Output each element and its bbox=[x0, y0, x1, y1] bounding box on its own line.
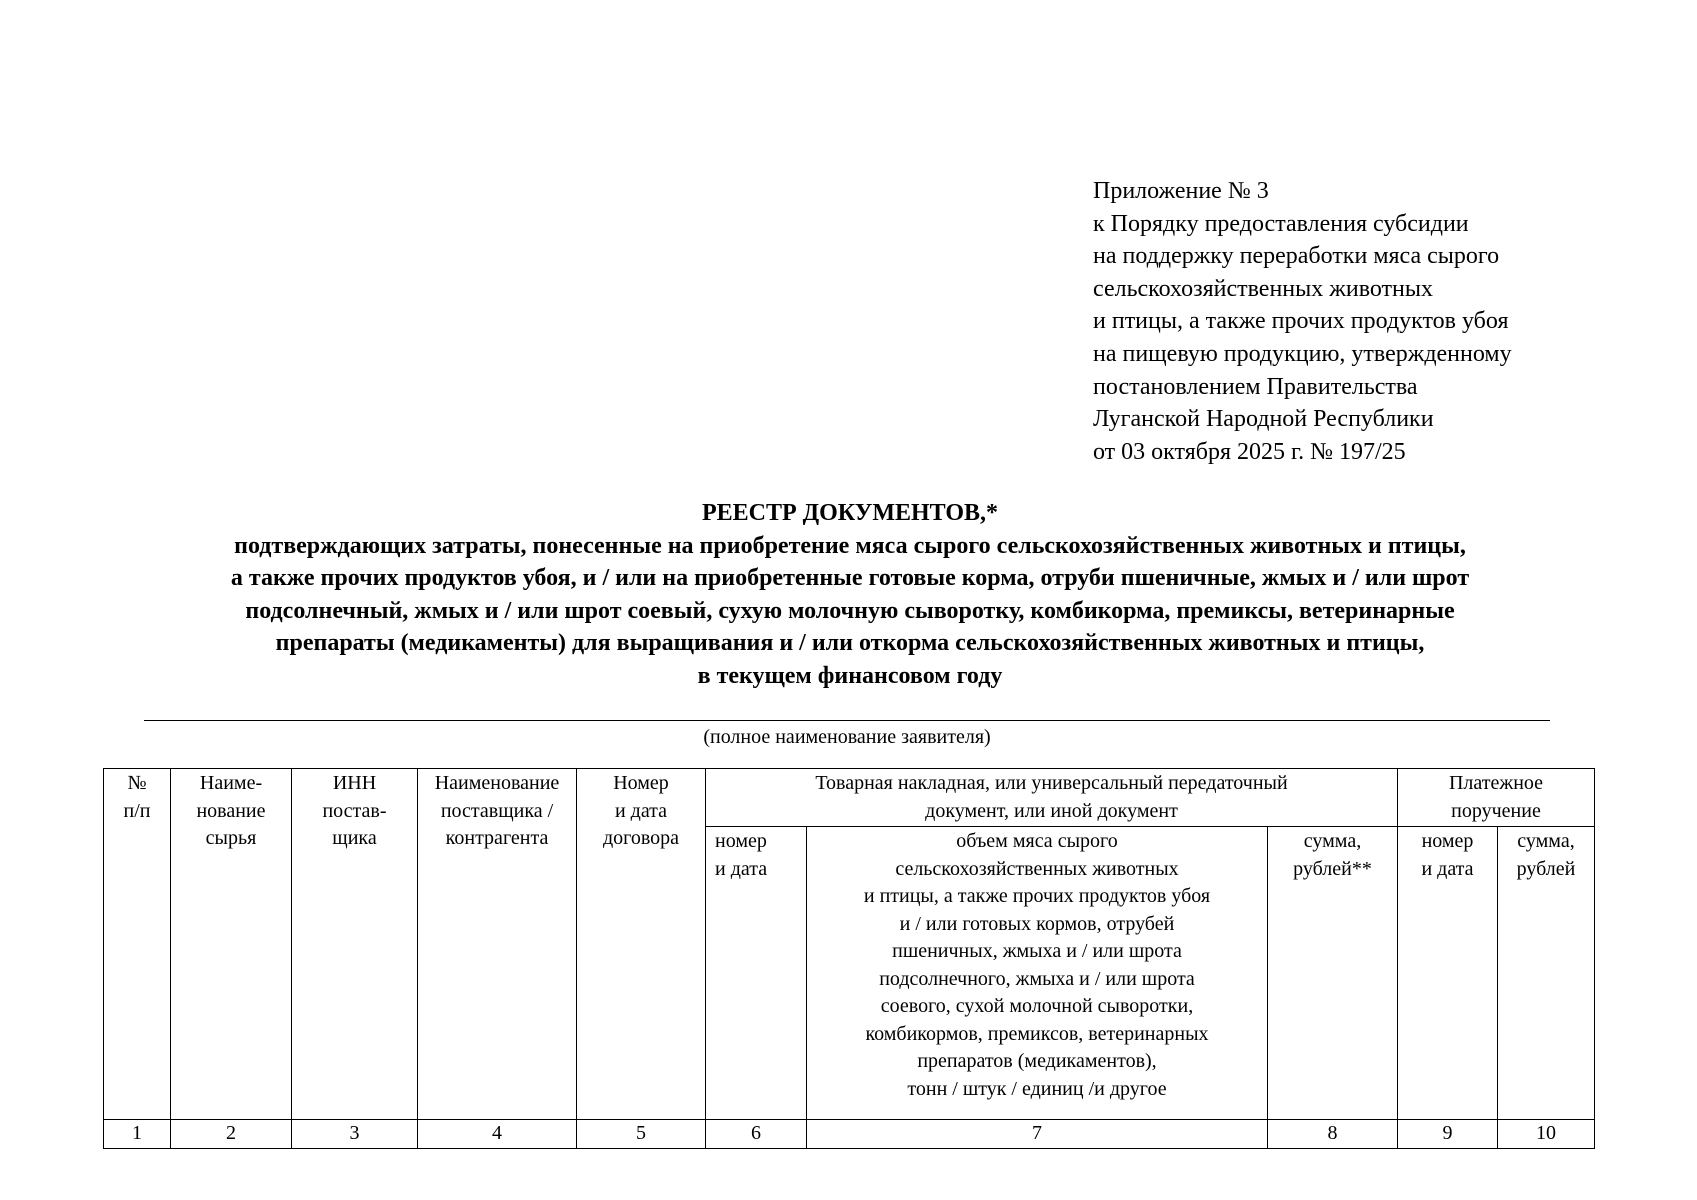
applicant-name-line bbox=[144, 720, 1550, 721]
appendix-line: на пищевую продукцию, утвержденному bbox=[1093, 340, 1512, 367]
column-number-cell: 8 bbox=[1268, 1120, 1398, 1149]
appendix-line: от 03 октября 2025 г. № 197/25 bbox=[1093, 438, 1406, 465]
header-col-contract: Номер и дата договора bbox=[577, 769, 706, 1120]
header-col-inn: ИНН постав- щика bbox=[292, 769, 418, 1120]
column-number-cell: 2 bbox=[171, 1120, 292, 1149]
title-line: в текущем финансовом году bbox=[697, 662, 1003, 689]
header-col-supplier-name: Наименование поставщика / контрагента bbox=[418, 769, 577, 1120]
column-numbers-row bbox=[104, 1120, 1595, 1149]
column-number-cell: 4 bbox=[418, 1120, 577, 1149]
applicant-caption: (полное наименование заявителя) bbox=[703, 726, 991, 748]
header-col-number: № п/п bbox=[104, 769, 171, 1120]
header-col-invoice-sum: сумма, рублей** bbox=[1268, 827, 1398, 1120]
title-line: а также прочих продуктов убоя, и / или на приобретенные готовые корма, отруби пшеничные, жмых и / или шрот bbox=[230, 565, 1470, 591]
column-number-cell: 7 bbox=[807, 1120, 1268, 1149]
header-row-top bbox=[104, 769, 1595, 827]
registry-table bbox=[103, 768, 1595, 1149]
appendix-line: сельскохозяйственных животных bbox=[1093, 275, 1433, 302]
appendix-line: к Порядку предоставления субсидии bbox=[1093, 210, 1469, 237]
appendix-block bbox=[1093, 175, 1512, 468]
column-number-cell: 5 bbox=[577, 1120, 706, 1149]
document-title bbox=[100, 497, 1600, 692]
header-group-invoice: Товарная накладная, или универсальный передаточный документ, или иной документ bbox=[706, 769, 1398, 827]
title-line: препараты (медикаменты) для выращивания и / или откорма сельскохозяйственных животных и птицы, bbox=[275, 630, 1425, 656]
column-number-cell: 9 bbox=[1398, 1120, 1498, 1149]
header-col-invoice-number-date: номер и дата bbox=[706, 827, 807, 1120]
appendix-line: и птицы, а также прочих продуктов убоя bbox=[1093, 308, 1509, 335]
column-number-cell: 6 bbox=[706, 1120, 807, 1149]
header-group-payment-order: Платежное поручение bbox=[1398, 769, 1595, 827]
column-number-cell: 10 bbox=[1498, 1120, 1595, 1149]
header-col-volume: объем мяса сырого сельскохозяйственных животных и птицы, а также прочих продуктов убоя и / или готовых кормов, отрубей пшеничных, жмыха и / или шрота подсолнечного, жмыха и / или шрота соевого, сухой молочной сыворотки, комбикормов, премиксов, ветеринарных препаратов (медикаментов), тонн / штук / единиц /и другое bbox=[807, 827, 1268, 1120]
appendix-line: на поддержку переработки мяса сырого bbox=[1093, 243, 1500, 270]
header-col-payment-sum: сумма, рублей bbox=[1498, 827, 1595, 1120]
column-number-cell: 1 bbox=[104, 1120, 171, 1149]
appendix-line: постановлением Правительства bbox=[1093, 373, 1418, 400]
title-line: подтверждающих затраты, понесенные на приобретение мяса сырого сельскохозяйственных животных и птицы, bbox=[234, 532, 1466, 559]
appendix-line: Приложение № 3 bbox=[1093, 178, 1269, 204]
column-number-cell: 3 bbox=[292, 1120, 418, 1149]
title-heading: РЕЕСТР ДОКУМЕНТОВ,* bbox=[701, 500, 999, 526]
header-col-raw-material: Наиме- нование сырья bbox=[171, 769, 292, 1120]
title-line: подсолнечный, жмых и / или шрот соевый, сухую молочную сыворотку, комбикорма, премиксы, ветеринарные bbox=[245, 597, 1455, 624]
appendix-line: Луганской Народной Республики bbox=[1093, 406, 1434, 433]
header-col-payment-number-date: номер и дата bbox=[1398, 827, 1498, 1120]
